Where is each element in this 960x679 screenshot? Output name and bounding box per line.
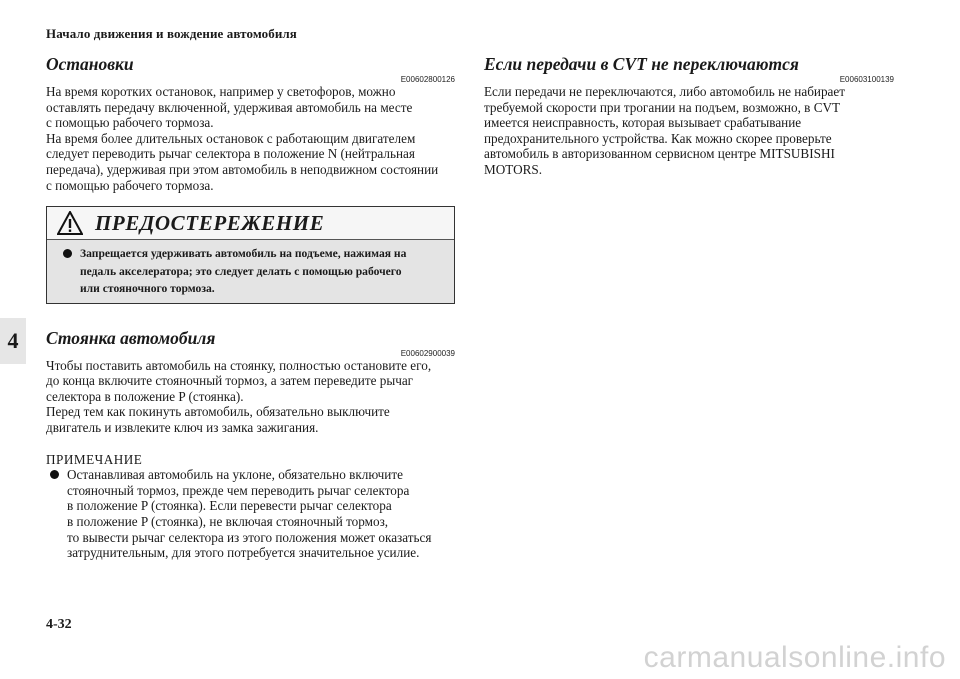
left-column bbox=[46, 54, 455, 561]
warning-triangle-icon bbox=[57, 211, 83, 235]
section-code-stops: E00602800126 bbox=[400, 75, 455, 84]
note-item bbox=[46, 467, 455, 561]
chapter-tab-label: 4 bbox=[7, 328, 19, 353]
warning-box bbox=[46, 206, 455, 304]
chapter-tab bbox=[0, 318, 26, 364]
section-code-cvt: E00603100139 bbox=[839, 75, 894, 84]
warning-header bbox=[47, 207, 454, 240]
section-stops bbox=[46, 54, 455, 193]
section-text-parking: Чтобы поставить автомобиль на стоянку, полностью остановите его, до конца включите стояночный тормоз, а затем переведите рычаг селектора в положение P (стоянка). Перед тем как покинуть автомобиль, обязательно выключите двигатель и извлеките ключ из замка зажигания. bbox=[46, 357, 432, 436]
note-label: ПРИМЕЧАНИЕ bbox=[46, 451, 143, 467]
page-number: 4-32 bbox=[46, 617, 72, 632]
bullet-icon bbox=[63, 249, 72, 258]
section-parking bbox=[46, 328, 455, 436]
section-title-parking: Стоянка автомобиля bbox=[46, 327, 216, 348]
note-text: Останавливая автомобиль на уклоне, обязательно включите стояночный тормоз, прежде чем переводить рычаг селектора в положение P (стоянка). Если перевести рычаг селектора в положение P (стоянка), не включая стояночный тормоз, то вывести рычаг селектора из этого положения может оказаться затруднительным, для этого потребуется значительное усилие. bbox=[67, 467, 432, 561]
page-header: Начало движения и вождение автомобиля bbox=[46, 26, 297, 41]
section-cvt bbox=[484, 54, 894, 178]
section-title-stops: Остановки bbox=[46, 54, 134, 74]
section-text-cvt: Если передачи не переключаются, либо автомобиль не набирает требуемой скорости при трогании на подъем, возможно, в CVT имеется неисправность, которая вызывает срабатывание предохранительного устройства. Как можно скорее проверьте автомобиль в авторизованном сервисном центре MITSUBISHI MOTORS. bbox=[484, 84, 846, 177]
right-column bbox=[484, 54, 894, 178]
warning-body bbox=[47, 240, 454, 303]
section-text-stops: На время коротких остановок, например у светофоров, можно оставлять передачу включенной, удерживая автомобиль на месте с помощью рабочего тормоза. На время более длительных остановок с работающим двигателем следует переводить рычаг селектора в положение N (нейтральная передача), удерживая при этом автомобиль в неподвижном состоянии с помощью рабочего тормоза. bbox=[46, 84, 439, 193]
warning-text: Запрещается удерживать автомобиль на подъеме, нажимая на педаль акселератора; это следует делать с помощью рабочего или стояночного тормоза. bbox=[80, 247, 407, 296]
section-title-cvt: Если передачи в CVT не переключаются bbox=[484, 54, 799, 74]
bullet-icon bbox=[50, 470, 59, 479]
watermark[interactable]: carmanualsonline.info bbox=[643, 641, 946, 674]
warning-title: ПРЕДОСТЕРЕЖЕНИЕ bbox=[95, 210, 325, 235]
section-code-parking: E00602900039 bbox=[400, 348, 455, 358]
